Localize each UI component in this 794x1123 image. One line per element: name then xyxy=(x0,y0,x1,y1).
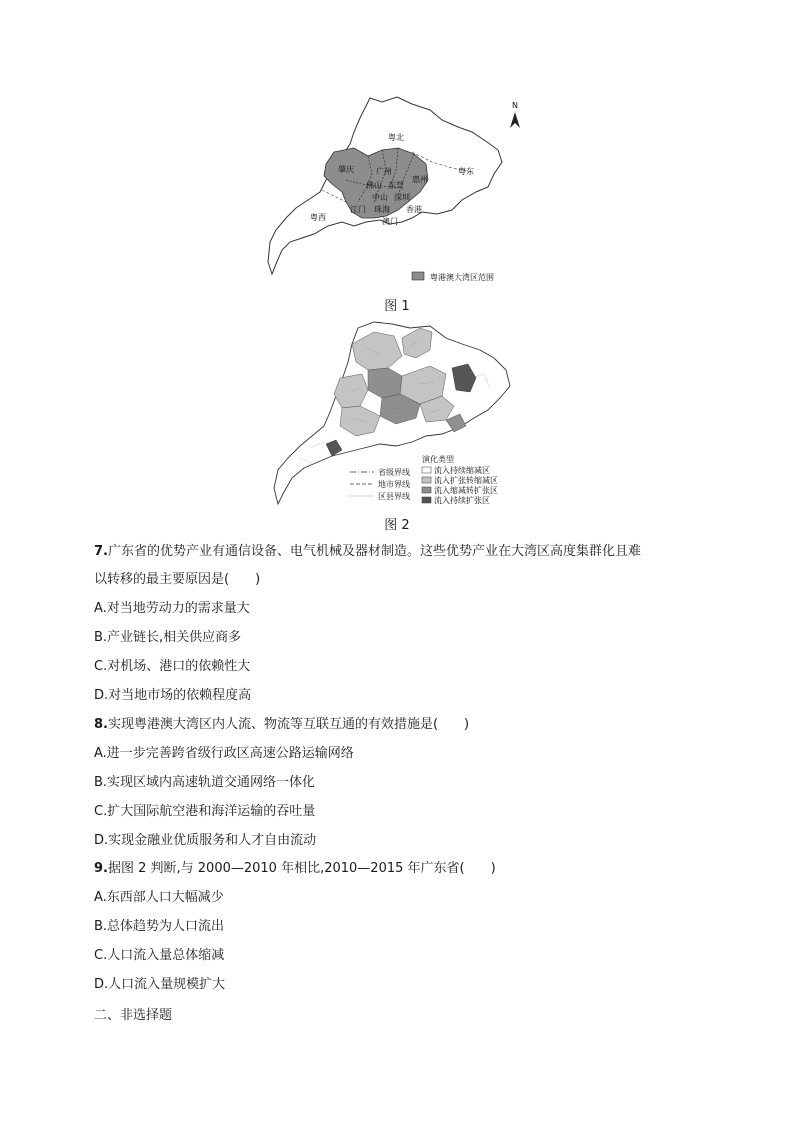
legend-city-line: 地市界线 xyxy=(378,480,410,489)
question-8-option-c[interactable]: C.扩大国际航空港和海洋运输的吞吐量 xyxy=(94,804,316,819)
legend-type-4: 流入持续扩张区 xyxy=(434,496,490,505)
label-shenzhen: 深圳 xyxy=(394,193,410,202)
question-7-option-a[interactable]: A.对当地劳动力的需求量大 xyxy=(94,601,250,616)
legend-bay-area: 粤港澳大湾区范围 xyxy=(430,273,494,282)
swatch-type-3 xyxy=(422,487,431,493)
question-8-option-b[interactable]: B.实现区域内高速轨道交通网络一体化 xyxy=(94,775,316,790)
swatch-type-2 xyxy=(422,477,431,483)
legend-title: 演化类型 xyxy=(422,455,454,464)
legend-type-2: 流入扩张转缩减区 xyxy=(434,476,498,485)
label-dongguan: 东莞 xyxy=(388,181,404,190)
question-7-number: 7. xyxy=(94,544,108,559)
label-huizhou: 惠州 xyxy=(412,175,428,184)
figure-1-caption: 图 1 xyxy=(384,299,410,314)
swatch-type-4 xyxy=(422,497,431,503)
question-7-option-d[interactable]: D.对当地市场的依赖程度高 xyxy=(94,688,252,703)
swatch-type-1 xyxy=(422,467,431,473)
label-foshan: 佛山 xyxy=(366,181,382,190)
question-8-option-a[interactable]: A.进一步完善跨省级行政区高速公路运输网络 xyxy=(94,746,354,761)
question-7-option-b[interactable]: B.产业链长,相关供应商多 xyxy=(94,630,242,645)
legend-type-1: 流入持续缩减区 xyxy=(434,466,490,475)
north-arrow-icon xyxy=(510,112,520,128)
question-7-option-c[interactable]: C.对机场、港口的依赖性大 xyxy=(94,659,251,674)
label-zhaoqing: 肇庆 xyxy=(338,165,354,174)
figure-1-map xyxy=(262,92,532,292)
figure-2-caption: 图 2 xyxy=(384,518,410,533)
question-8-number: 8. xyxy=(94,717,108,732)
label-yuexi: 粤西 xyxy=(310,213,326,222)
question-8-text: 实现粤港澳大湾区内人流、物流等互联互通的有效措施是( ) xyxy=(107,717,470,732)
legend-type-3: 流入缩减转扩张区 xyxy=(434,486,498,495)
question-9-option-b[interactable]: B.总体趋势为人口流出 xyxy=(94,919,225,934)
north-label: N xyxy=(512,101,518,110)
label-jiangmen: 江门 xyxy=(350,205,366,214)
question-9-option-c[interactable]: C.人口流入量总体缩减 xyxy=(94,948,225,963)
legend-county-line: 区县界线 xyxy=(378,492,410,501)
question-9 xyxy=(94,859,496,879)
label-zhuhai: 珠海 xyxy=(374,205,390,214)
label-yuebei: 粤北 xyxy=(388,133,404,142)
label-hongkong: 香港 xyxy=(406,205,422,214)
question-7-text-2: 以转移的最主要原因是( ) xyxy=(94,572,261,587)
question-7-text-1: 广东省的优势产业有通信设备、电气机械及器材制造。这些优势产业在大湾区高度集群化且难 xyxy=(107,544,641,559)
legend-province-line: 省级界线 xyxy=(378,468,410,477)
question-8 xyxy=(94,715,469,735)
label-yuedong: 粤东 xyxy=(458,167,474,176)
label-zhongshan: 中山 xyxy=(372,193,388,202)
label-guangzhou: 广州 xyxy=(376,167,392,176)
question-7 xyxy=(94,542,641,562)
section-heading: 二、非选择题 xyxy=(94,1008,173,1023)
label-macau: 澳门 xyxy=(382,217,398,226)
legend-swatch-bay-area xyxy=(412,272,424,280)
question-9-text: 据图 2 判断,与 2000—2010 年相比,2010—2015 年广东省( ) xyxy=(107,861,496,876)
question-9-option-d[interactable]: D.人口流入量规模扩大 xyxy=(94,977,226,992)
question-8-option-d[interactable]: D.实现金融业优质服务和人才自由流动 xyxy=(94,833,317,848)
question-9-number: 9. xyxy=(94,861,108,876)
question-9-option-a[interactable]: A.东西部人口大幅减少 xyxy=(94,890,224,905)
figure-2-map xyxy=(270,318,530,513)
